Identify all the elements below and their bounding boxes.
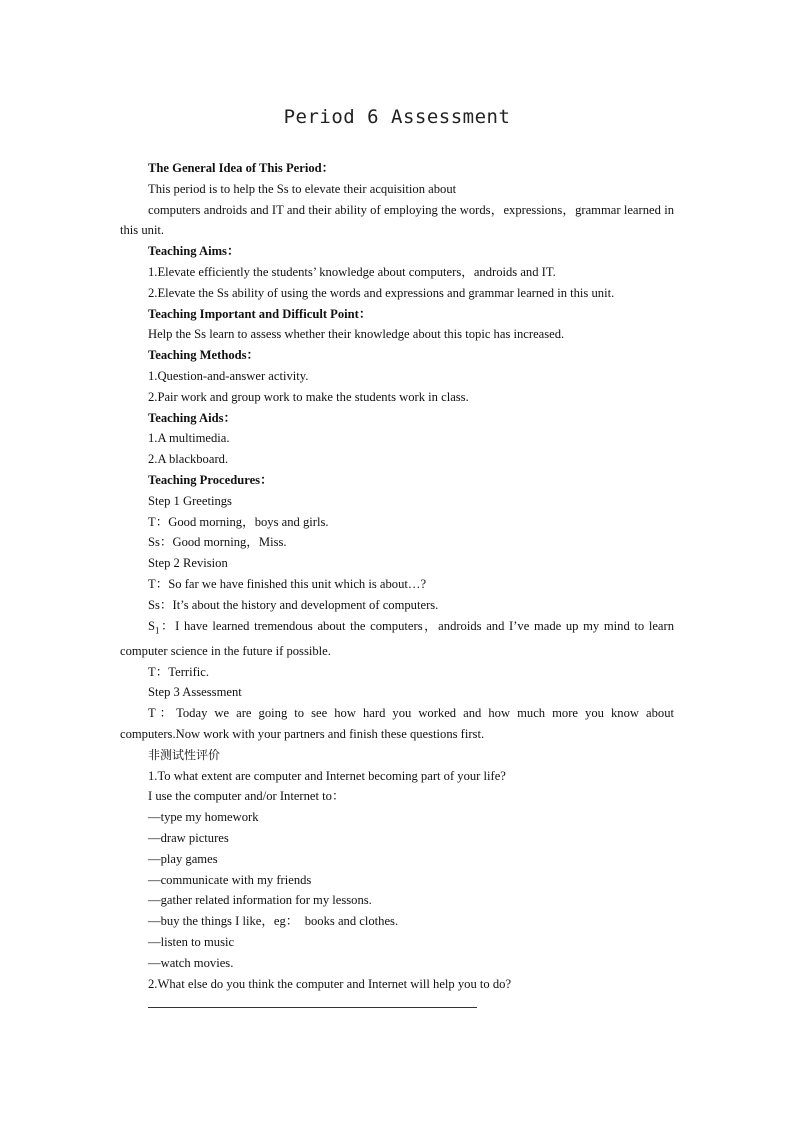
aim-item: 1.Elevate efficiently the students’ knowledge about computers，androids and IT. [148, 264, 556, 279]
step-3: Step 3 Assessment [148, 685, 242, 700]
speaker-s: S [148, 618, 156, 633]
step-1: Step 1 Greetings [148, 493, 232, 508]
step-2: Step 2 Revision [148, 556, 228, 571]
assessment-label: 非测试性评价 [148, 747, 221, 762]
document-body [120, 158, 674, 994]
points-text: Help the Ss learn to assess whether their knowledge about this topic has increased. [148, 327, 565, 342]
method-item: 1.Question-and-answer activity. [148, 368, 309, 383]
use-option: —watch movies. [148, 955, 234, 970]
question-1: 1.To what extent are computer and Internet becoming part of your life? [148, 768, 506, 783]
use-option: —draw pictures [148, 831, 229, 846]
method-item: 2.Pair work and group work to make the students work in class. [148, 389, 469, 404]
dialogue-line-s1 [120, 616, 674, 662]
speaker-subscript: 1 [155, 625, 160, 636]
s1-text: ：I have learned tremendous about the computers，androids and I’ve made up my mind to learn computer science in the future if possible. [120, 618, 674, 658]
use-option: —communicate with my friends [148, 872, 312, 887]
dialogue-line: Ss：It’s about the history and development of computers. [148, 597, 439, 612]
dialogue-line: T：Terrific. [148, 664, 210, 679]
general-idea-line-1: This period is to help the Ss to elevate their acquisition about [148, 181, 457, 196]
answer-line [148, 1007, 477, 1008]
aid-item: 1.A multimedia. [148, 431, 230, 446]
general-idea-line-2: computers androids and IT and their ability of employing the words，expressions，grammar learned in this unit. [120, 202, 674, 238]
use-option: —type my homework [148, 810, 259, 825]
aim-item: 2.Elevate the Ss ability of using the words and expressions and grammar learned in this unit. [148, 285, 615, 300]
aims-heading: Teaching Aims： [148, 244, 240, 259]
use-option: —listen to music [148, 935, 235, 949]
aids-heading: Teaching Aids： [148, 410, 237, 425]
methods-heading: Teaching Methods： [148, 348, 260, 363]
use-option: —buy the things I like，eg： books and clothes. [148, 914, 399, 929]
general-idea-heading: The General Idea of This Period： [148, 161, 335, 175]
page-title: Period 6 Assessment [283, 106, 511, 128]
use-option: —play games [148, 851, 218, 866]
dialogue-line: T：Today we are going to see how hard you worked and how much more you know about computers.Now work with your partners and finish these questions first. [120, 706, 674, 742]
aid-item: 2.A blackboard. [148, 452, 229, 467]
question-1-intro: I use the computer and/or Internet to： [148, 789, 345, 804]
dialogue-line: Ss：Good morning，Miss. [148, 535, 287, 550]
dialogue-line: T：So far we have finished this unit which is about…? [148, 576, 427, 591]
dialogue-line: T：Good morning，boys and girls. [148, 514, 329, 529]
use-option: —gather related information for my lessons. [148, 893, 372, 908]
question-2: 2.What else do you think the computer and Internet will help you to do? [148, 976, 512, 991]
points-heading: Teaching Important and Difficult Point： [148, 306, 372, 321]
procedures-heading: Teaching Procedures： [148, 472, 273, 487]
